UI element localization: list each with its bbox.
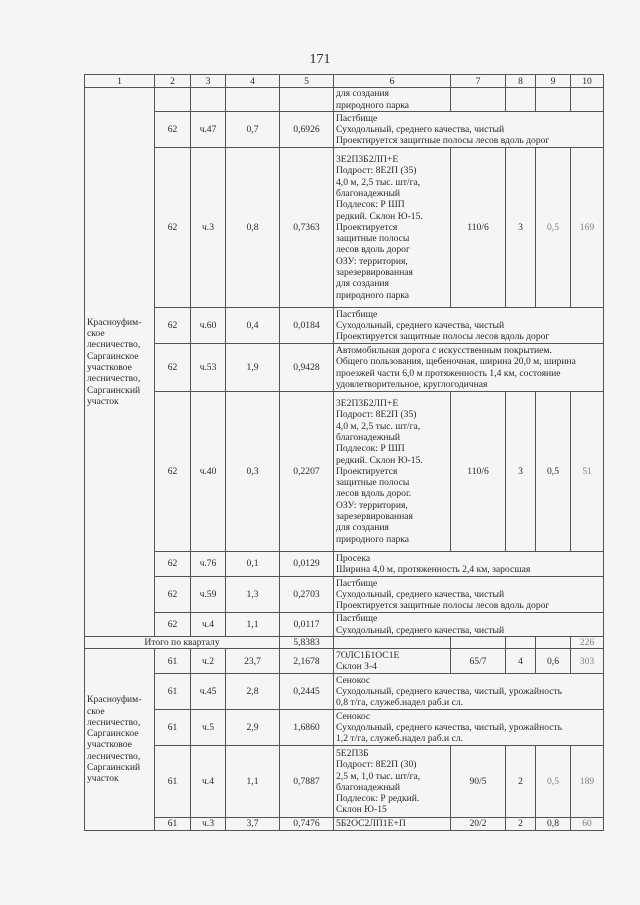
table-row: 62 ч.4 1,1 0,0117 Пастбище Суходольный, среднего качества, чистый	[85, 613, 604, 637]
col-header-1: 1	[85, 75, 155, 88]
forestry-name-cell: Красноуфим- ское лесничество, Саргаинское участковое лесничество, Саргаинский участок	[85, 88, 155, 637]
description-cell: Сенокос Суходольный, среднего качества, чистый, урожайность 0,8 т/га, служеб.надел раб.и сл.	[334, 674, 604, 710]
page-number: 171	[309, 52, 331, 67]
col-header-6: 6	[334, 75, 451, 88]
table-row: 62 ч.3 0,8 0,7363 3Е2П3Б2ЛП+Е Подрост: 8Е2П (35) 4,0 м, 2,5 тыс. шт/га, благонадежный Подлесок: Р ШП редкий. Склон Ю-15. Проектируется защитные полосы лесов вдоль дорог ОЗУ: территория, зарезервированная для создания природного парка 110/6 3 0,5 169	[85, 148, 604, 308]
total-volume: 226	[571, 637, 604, 649]
col-header-8: 8	[506, 75, 536, 88]
description-cell: 5Е2П3Б Подрост: 8Е2П (30) 2,5 м, 1,0 тыс. шт/га, благонадежный Подлесок: Р редкий. Склон Ю-15	[334, 746, 451, 818]
table-row: 61 ч.45 2,8 0,2445 Сенокос Суходольный, среднего качества, чистый, урожайность 0,8 т/га, служеб.надел раб.и сл.	[85, 674, 604, 710]
table-row: 62 ч.60 0,4 0,0184 Пастбище Суходольный, среднего качества, чистый Проектируется защитные полосы лесов вдоль дорог	[85, 308, 604, 344]
description-cell: Пастбище Суходольный, среднего качества, чистый Проектируется защитные полосы лесов вдоль дорог	[334, 112, 604, 148]
forestry-name-cell: Красноуфим- ское лесничество, Саргаинское участковое лесничество, Саргаинский участок	[85, 649, 155, 830]
col-header-2: 2	[155, 75, 191, 88]
col-header-5: 5	[280, 75, 334, 88]
col-header-4: 4	[226, 75, 280, 88]
table-row: Красноуфим- ское лесничество, Саргаинское участковое лесничество, Саргаинский участок 61 ч.2 23,7 2,1678 7ОЛС1Б1ОС1Е Склон З-4 65/7 4 0,6 303	[85, 649, 604, 674]
total-area: 5,8383	[280, 637, 334, 649]
col-header-3: 3	[191, 75, 226, 88]
description-cell: Сенокос Суходольный, среднего качества, чистый, урожайность 1,2 т/га, служеб.надел раб.и сл.	[334, 710, 604, 746]
table-row: 61 ч.4 1,1 0,7887 5Е2П3Б Подрост: 8Е2П (30) 2,5 м, 1,0 тыс. шт/га, благонадежный Подлесок: Р редкий. Склон Ю-15 90/5 2 0,5 189	[85, 746, 604, 818]
description-cell: 3Е2П3Б2ЛП+Е Подрост: 8Е2П (35) 4,0 м, 2,5 тыс. шт/га, благонадежный Подлесок: Р ШП редкий. Склон Ю-15. Проектируется защитные полосы лесов вдоль дорог ОЗУ: территория, зарезервированная для создания природного парка	[334, 148, 451, 308]
table-row	[85, 88, 604, 112]
col-header-9: 9	[536, 75, 571, 88]
table-row: 62 ч.40 0,3 0,2207 3Е2П3Б2ЛП+Е Подрост: 8Е2П (35) 4,0 м, 2,5 тыс. шт/га, благонадежный Подлесок: Р ШП редкий. Склон Ю-15. Проектируется защитные полосы лесов вдоль дорог. ОЗУ: территория, зарезервированная для создания природного парка 110/6 3 0,5 51	[85, 392, 604, 552]
table-row: 62 ч.59 1,3 0,2703 Пастбище Суходольный, среднего качества, чистый Проектируется защитные полосы лесов вдоль дорог	[85, 577, 604, 613]
total-row	[85, 637, 604, 649]
table-row: 62 ч.76 0,1 0,0129 Просека Ширина 4,0 м, протяженность 2,4 км, заросшая	[85, 552, 604, 577]
table-row: 61 ч.3 3,7 0,7476 5Б2ОС2ЛП1Е+П 20/2 2 0,8 60	[85, 818, 604, 830]
description-cell: 5Б2ОС2ЛП1Е+П	[334, 818, 451, 830]
description-cell: для создания природного парка	[334, 88, 451, 112]
total-label: Итого по кварталу	[85, 637, 280, 649]
description-cell: 7ОЛС1Б1ОС1Е Склон З-4	[334, 649, 451, 674]
description-cell: Автомобильная дорога с искусственным покрытием. Общего пользования, щебеночная, ширина 20,0 м, ширина проезжей части 6,0 м протяженность 1,4 км, состояние удовлетворительное, круглогодичная	[334, 344, 604, 392]
description-cell: 3Е2П3Б2ЛП+Е Подрост: 8Е2П (35) 4,0 м, 2,5 тыс. шт/га, благонадежный Подлесок: Р ШП редкий. Склон Ю-15. Проектируется защитные полосы лесов вдоль дорог. ОЗУ: территория, зарезервированная для создания природного парка	[334, 392, 451, 552]
description-cell: Пастбище Суходольный, среднего качества, чистый Проектируется защитные полосы лесов вдоль дорог	[334, 577, 604, 613]
col-header-10: 10	[571, 75, 604, 88]
table-row: 62 ч.53 1,9 0,9428 Автомобильная дорога с искусственным покрытием. Общего пользования, щебеночная, ширина 20,0 м, ширина проезжей части 6,0 м протяженность 1,4 км, состояние удовлетворительное, круглогодичная	[85, 344, 604, 392]
description-cell: Пастбище Суходольный, среднего качества, чистый Проектируется защитные полосы лесов вдоль дорог	[334, 308, 604, 344]
col-header-7: 7	[451, 75, 506, 88]
header-row	[85, 75, 604, 88]
table-row: 62 ч.47 0,7 0,6926 Пастбище Суходольный, среднего качества, чистый Проектируется защитные полосы лесов вдоль дорог	[85, 112, 604, 148]
forest-inventory-table	[84, 74, 604, 831]
table-row: 61 ч.5 2,9 1,6860 Сенокос Суходольный, среднего качества, чистый, урожайность 1,2 т/га, служеб.надел раб.и сл.	[85, 710, 604, 746]
description-cell: Пастбище Суходольный, среднего качества, чистый	[334, 613, 604, 637]
description-cell: Просека Ширина 4,0 м, протяженность 2,4 км, заросшая	[334, 552, 604, 577]
